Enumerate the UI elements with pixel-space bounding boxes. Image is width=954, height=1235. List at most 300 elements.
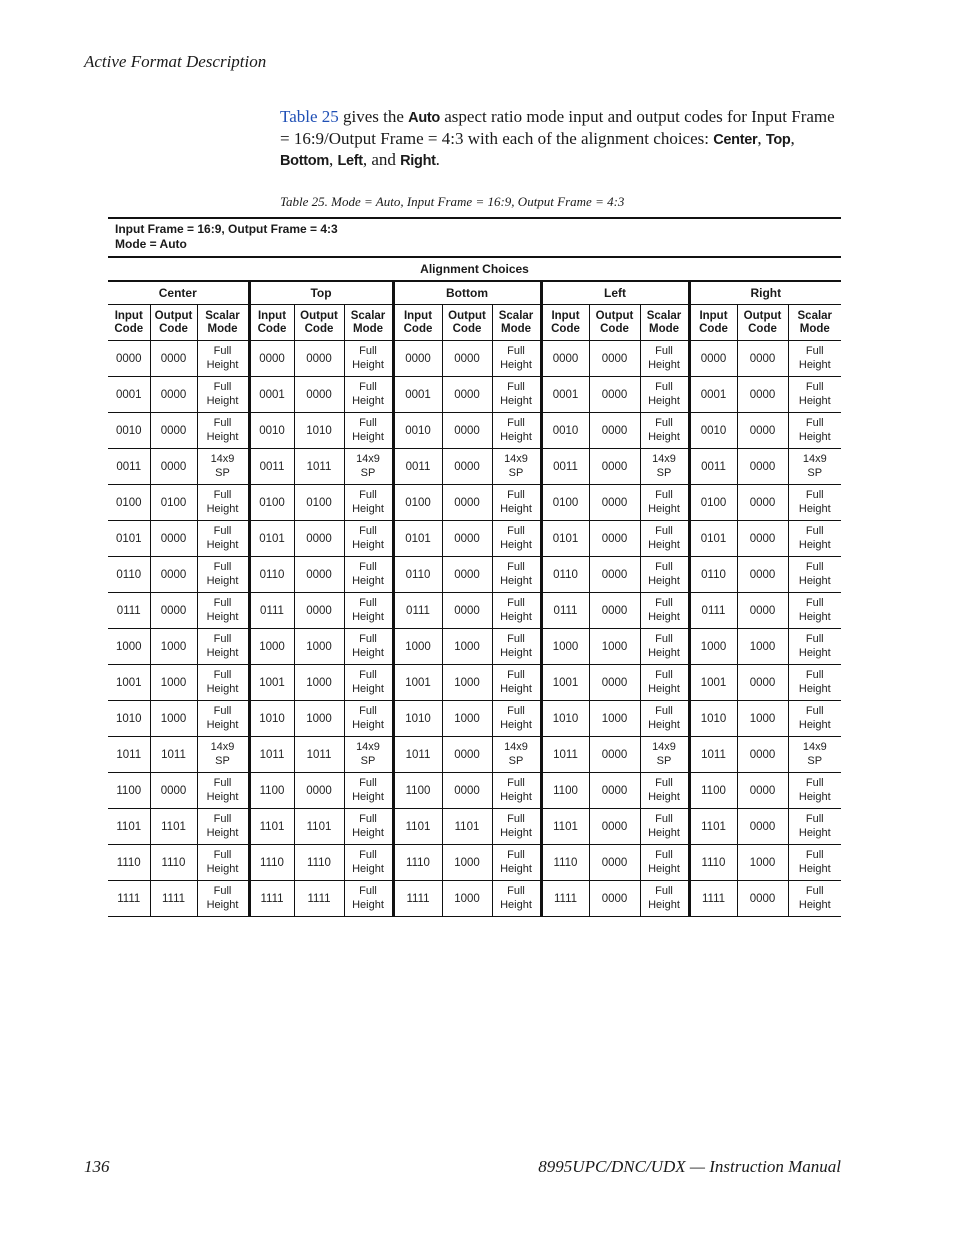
input-code-cell: 0010: [249, 413, 294, 449]
scalar-mode-text: Height: [648, 574, 680, 587]
input-code-cell: 0001: [689, 377, 737, 413]
scalar-mode-text: 14x9: [504, 741, 528, 753]
input-code-cell: 1111: [689, 881, 737, 917]
output-code-cell: 0000: [150, 341, 197, 377]
input-code-cell: 0100: [108, 485, 150, 521]
scalar-mode-text: Height: [648, 646, 680, 659]
group-header-row: [108, 281, 841, 305]
input-code-cell: 1100: [541, 773, 589, 809]
scalar-mode-text: Height: [206, 826, 239, 839]
group-header-bottom: Bottom: [393, 281, 541, 305]
scalar-mode-text: Height: [206, 538, 239, 551]
input-code-cell: 0101: [541, 521, 589, 557]
scalar-mode-cell: [492, 557, 541, 593]
scalar-mode-text: Full: [805, 525, 824, 537]
input-code-cell: 0101: [108, 521, 150, 557]
output-code-cell: 0000: [737, 593, 788, 629]
output-code-cell: 0000: [294, 341, 344, 377]
scalar-mode-text: Full: [805, 381, 824, 393]
input-code-cell: 0100: [393, 485, 442, 521]
table-row: [108, 485, 841, 521]
output-code-cell: 1101: [442, 809, 492, 845]
output-code-cell: 0000: [150, 521, 197, 557]
scalar-mode-cell: [344, 629, 393, 665]
input-code-cell: 0111: [541, 593, 589, 629]
scalar-mode-cell: [197, 845, 249, 881]
output-code-cell: 0000: [589, 881, 640, 917]
output-code-cell: 0000: [294, 377, 344, 413]
output-code-cell: 0000: [589, 557, 640, 593]
column-header-text: Mode: [207, 322, 238, 335]
column-header-text: Output: [743, 309, 782, 322]
scalar-mode-cell: [788, 701, 841, 737]
scalar-mode-text: Height: [352, 646, 384, 659]
scalar-mode-text: Full: [507, 813, 525, 825]
scalar-mode-cell: [197, 449, 249, 485]
input-code-cell: 1110: [108, 845, 150, 881]
scalar-mode-text: Height: [500, 574, 532, 587]
column-header-text: Mode: [648, 322, 680, 335]
table-row: [108, 377, 841, 413]
output-code-cell: 0000: [737, 485, 788, 521]
scalar-mode-text: Height: [352, 862, 384, 875]
output-code-cell: 1011: [294, 737, 344, 773]
scalar-mode-text: Full: [655, 669, 673, 681]
column-header: [249, 305, 294, 341]
column-header: [689, 305, 737, 341]
column-header-text: Code: [452, 322, 482, 335]
output-code-cell: 0100: [294, 485, 344, 521]
intro-text: .: [435, 150, 440, 169]
input-code-cell: 1100: [393, 773, 442, 809]
scalar-mode-text: SP: [508, 754, 524, 767]
scalar-mode-text: Height: [352, 790, 384, 803]
output-code-cell: 0000: [442, 521, 492, 557]
scalar-mode-text: Height: [500, 430, 532, 443]
output-code-cell: 1000: [442, 665, 492, 701]
running-header: Active Format Description: [84, 52, 267, 71]
input-code-cell: 0010: [108, 413, 150, 449]
scalar-mode-text: Height: [206, 430, 239, 443]
page-number: 136: [84, 1157, 110, 1176]
scalar-mode-cell: [197, 809, 249, 845]
scalar-mode-cell: [492, 593, 541, 629]
scalar-mode-text: Full: [359, 597, 377, 609]
scalar-mode-text: Full: [805, 633, 824, 645]
scalar-mode-text: Full: [507, 525, 525, 537]
column-header-row: [108, 305, 841, 341]
scalar-mode-cell: [344, 485, 393, 521]
output-code-cell: 0000: [442, 773, 492, 809]
scalar-mode-cell: [197, 593, 249, 629]
scalar-mode-text: SP: [807, 754, 823, 767]
scalar-mode-text: Height: [500, 610, 532, 623]
input-code-cell: 1010: [689, 701, 737, 737]
input-code-cell: 1110: [689, 845, 737, 881]
scalar-mode-text: Height: [798, 718, 831, 731]
input-code-cell: 0111: [249, 593, 294, 629]
scalar-mode-text: Height: [500, 682, 532, 695]
scalar-mode-cell: [344, 737, 393, 773]
input-code-cell: 1110: [393, 845, 442, 881]
intro-text: ,: [757, 128, 766, 148]
output-code-cell: 0000: [150, 773, 197, 809]
scalar-mode-text: Full: [507, 381, 525, 393]
scalar-mode-cell: [640, 413, 689, 449]
scalar-mode-text: SP: [215, 754, 230, 767]
scalar-mode-text: Full: [805, 597, 824, 609]
scalar-mode-text: Height: [206, 574, 239, 587]
output-code-cell: 1000: [737, 845, 788, 881]
output-code-cell: 0000: [150, 557, 197, 593]
input-code-cell: 1000: [249, 629, 294, 665]
column-header-text: Code: [257, 322, 287, 335]
scalar-mode-text: Full: [213, 669, 232, 681]
scalar-mode-text: Full: [655, 777, 673, 789]
input-code-cell: 0001: [249, 377, 294, 413]
scalar-mode-cell: [788, 377, 841, 413]
column-header: [150, 305, 197, 341]
input-code-cell: 0110: [249, 557, 294, 593]
scalar-mode-cell: [788, 881, 841, 917]
column-header: [737, 305, 788, 341]
scalar-mode-cell: [788, 665, 841, 701]
info-line-mode: Mode = Auto: [115, 237, 187, 251]
input-code-cell: 1010: [249, 701, 294, 737]
output-code-cell: 1110: [150, 845, 197, 881]
input-code-cell: 0000: [393, 341, 442, 377]
column-header-text: Input: [551, 309, 580, 322]
scalar-mode-text: Full: [213, 489, 232, 501]
column-header-text: Code: [748, 322, 777, 335]
input-code-cell: 0100: [541, 485, 589, 521]
scalar-mode-text: Full: [213, 345, 232, 357]
output-code-cell: 0000: [737, 881, 788, 917]
column-header-text: Output: [595, 309, 634, 322]
intro-text: , and: [362, 150, 401, 169]
column-header-text: Code: [403, 322, 433, 335]
scalar-mode-cell: [344, 593, 393, 629]
scalar-mode-cell: [197, 665, 249, 701]
output-code-cell: 0000: [294, 521, 344, 557]
scalar-mode-cell: [492, 665, 541, 701]
scalar-mode-cell: [197, 485, 249, 521]
scalar-mode-text: Full: [213, 633, 232, 645]
output-code-cell: 1101: [294, 809, 344, 845]
scalar-mode-text: Height: [352, 538, 384, 551]
scalar-mode-text: Full: [655, 417, 673, 429]
input-code-cell: 0110: [689, 557, 737, 593]
output-code-cell: 1000: [294, 665, 344, 701]
output-code-cell: 0000: [442, 557, 492, 593]
input-code-cell: 0111: [393, 593, 442, 629]
input-code-cell: 1101: [393, 809, 442, 845]
input-code-cell: 1011: [689, 737, 737, 773]
scalar-mode-cell: [640, 701, 689, 737]
scalar-mode-cell: [492, 341, 541, 377]
input-code-cell: 1001: [541, 665, 589, 701]
scalar-mode-cell: [344, 557, 393, 593]
scalar-mode-text: Full: [655, 885, 673, 897]
scalar-mode-cell: [492, 737, 541, 773]
scalar-mode-text: Height: [352, 358, 384, 371]
scalar-mode-text: Height: [798, 790, 831, 803]
scalar-mode-cell: [640, 737, 689, 773]
scalar-mode-text: Height: [206, 898, 239, 911]
input-code-cell: 0101: [393, 521, 442, 557]
output-code-cell: 0000: [737, 665, 788, 701]
input-code-cell: 0011: [108, 449, 150, 485]
scalar-mode-text: 14x9: [652, 453, 676, 465]
scalar-mode-cell: [197, 629, 249, 665]
scalar-mode-cell: [344, 809, 393, 845]
column-header-text: Mode: [799, 322, 830, 335]
group-header-left: Left: [541, 281, 689, 305]
input-code-cell: 0101: [249, 521, 294, 557]
column-header-text: Input: [257, 309, 287, 322]
scalar-mode-cell: [640, 449, 689, 485]
input-code-cell: 1001: [393, 665, 442, 701]
scalar-mode-text: Full: [359, 561, 377, 573]
scalar-mode-text: 14x9: [652, 741, 676, 753]
output-code-cell: 0000: [589, 485, 640, 521]
input-code-cell: 1101: [249, 809, 294, 845]
input-code-cell: 1111: [108, 881, 150, 917]
scalar-mode-text: Full: [213, 849, 232, 861]
input-code-cell: 1000: [393, 629, 442, 665]
column-header: [541, 305, 589, 341]
scalar-mode-text: Full: [507, 561, 525, 573]
keyword-top: Top: [765, 131, 791, 148]
input-code-cell: 1100: [689, 773, 737, 809]
scalar-mode-text: Full: [507, 345, 525, 357]
output-code-cell: 1000: [294, 629, 344, 665]
scalar-mode-cell: [788, 809, 841, 845]
output-code-cell: 1000: [442, 881, 492, 917]
column-header: [492, 305, 541, 341]
scalar-mode-cell: [492, 629, 541, 665]
output-code-cell: 1000: [442, 701, 492, 737]
scalar-mode-text: Height: [798, 862, 831, 875]
info-line-frames: Input Frame = 16:9, Output Frame = 4:3: [115, 222, 338, 236]
output-code-cell: 0000: [294, 593, 344, 629]
scalar-mode-text: Full: [359, 417, 377, 429]
keyword-left: Left: [337, 153, 363, 169]
scalar-mode-text: 14x9: [356, 741, 380, 753]
scalar-mode-text: Full: [507, 417, 525, 429]
scalar-mode-cell: [492, 413, 541, 449]
scalar-mode-text: Height: [206, 682, 239, 695]
input-code-cell: 1101: [541, 809, 589, 845]
input-code-cell: 0111: [689, 593, 737, 629]
input-code-cell: 0011: [249, 449, 294, 485]
output-code-cell: 0000: [737, 413, 788, 449]
scalar-mode-cell: [788, 449, 841, 485]
scalar-mode-cell: [788, 773, 841, 809]
input-code-cell: 1010: [108, 701, 150, 737]
input-code-cell: 0110: [541, 557, 589, 593]
scalar-mode-cell: [788, 629, 841, 665]
scalar-mode-text: Height: [500, 538, 532, 551]
intro-text: ,: [328, 150, 338, 169]
scalar-mode-text: Height: [648, 394, 680, 407]
output-code-cell: 0000: [442, 341, 492, 377]
scalar-mode-text: 14x9: [210, 453, 235, 465]
scalar-mode-text: Full: [805, 705, 824, 717]
scalar-mode-text: Full: [805, 849, 824, 861]
scalar-mode-text: Full: [359, 669, 377, 681]
table-row: [108, 881, 841, 917]
input-code-cell: 1111: [249, 881, 294, 917]
scalar-mode-text: Height: [500, 790, 532, 803]
output-code-cell: 1000: [737, 701, 788, 737]
table-row: [108, 341, 841, 377]
table-row: [108, 557, 841, 593]
output-code-cell: 0000: [737, 737, 788, 773]
intro-text: ,: [790, 128, 795, 148]
scalar-mode-cell: [344, 881, 393, 917]
scalar-mode-cell: [197, 377, 249, 413]
input-code-cell: 1111: [393, 881, 442, 917]
scalar-mode-cell: [788, 845, 841, 881]
scalar-mode-text: Height: [206, 862, 239, 875]
input-code-cell: 0111: [108, 593, 150, 629]
scalar-mode-text: Full: [213, 525, 232, 537]
scalar-mode-text: Height: [648, 502, 680, 515]
column-header: [108, 305, 150, 341]
scalar-mode-text: Height: [648, 826, 680, 839]
group-header-top: Top: [249, 281, 393, 305]
scalar-mode-cell: [640, 809, 689, 845]
scalar-mode-cell: [640, 773, 689, 809]
input-code-cell: 1000: [108, 629, 150, 665]
scalar-mode-cell: [344, 845, 393, 881]
input-code-cell: 0011: [393, 449, 442, 485]
scalar-mode-text: Full: [655, 561, 673, 573]
scalar-mode-text: Height: [798, 610, 831, 623]
scalar-mode-cell: [344, 521, 393, 557]
scalar-mode-text: 14x9: [504, 453, 528, 465]
scalar-mode-text: Full: [507, 777, 525, 789]
scalar-mode-text: 14x9: [802, 453, 827, 465]
output-code-cell: 0000: [589, 341, 640, 377]
scalar-mode-text: Height: [648, 790, 680, 803]
scalar-mode-cell: [492, 881, 541, 917]
scalar-mode-text: Full: [359, 777, 377, 789]
scalar-mode-text: Full: [359, 885, 377, 897]
input-code-cell: 1110: [249, 845, 294, 881]
input-code-cell: 1110: [541, 845, 589, 881]
scalar-mode-text: Full: [507, 885, 525, 897]
scalar-mode-cell: [492, 809, 541, 845]
scalar-mode-cell: [788, 521, 841, 557]
scalar-mode-text: Full: [805, 885, 824, 897]
alignment-title: Alignment Choices: [108, 257, 841, 281]
scalar-mode-text: Height: [352, 718, 384, 731]
table-row: [108, 521, 841, 557]
group-header-right: Right: [689, 281, 841, 305]
table-row: [108, 449, 841, 485]
scalar-mode-text: Full: [359, 381, 377, 393]
scalar-mode-text: Full: [359, 489, 377, 501]
input-code-cell: 1011: [541, 737, 589, 773]
scalar-mode-text: SP: [508, 466, 524, 479]
output-code-cell: 1111: [150, 881, 197, 917]
scalar-mode-text: SP: [656, 466, 672, 479]
table-row: [108, 773, 841, 809]
column-header-text: Code: [159, 322, 188, 335]
output-code-cell: 0000: [737, 809, 788, 845]
scalar-mode-text: Height: [798, 394, 831, 407]
column-header-text: Scalar: [797, 309, 833, 322]
scalar-mode-text: Height: [798, 358, 831, 371]
table-25-link[interactable]: Table 25: [280, 107, 339, 126]
scalar-mode-text: Full: [213, 885, 232, 897]
output-code-cell: 0000: [442, 377, 492, 413]
column-header: [294, 305, 344, 341]
scalar-mode-text: Full: [655, 525, 673, 537]
scalar-mode-text: SP: [215, 466, 230, 479]
table-info-cell: [108, 218, 841, 257]
output-code-cell: 1000: [150, 701, 197, 737]
input-code-cell: 0110: [393, 557, 442, 593]
input-code-cell: 1101: [689, 809, 737, 845]
output-code-cell: 0000: [589, 809, 640, 845]
scalar-mode-cell: [344, 665, 393, 701]
scalar-mode-cell: [640, 845, 689, 881]
input-code-cell: 0110: [108, 557, 150, 593]
output-code-cell: 1000: [150, 665, 197, 701]
scalar-mode-text: Full: [213, 813, 232, 825]
scalar-mode-text: Height: [500, 898, 532, 911]
output-code-cell: 1000: [442, 629, 492, 665]
output-code-cell: 0000: [589, 845, 640, 881]
scalar-mode-text: Height: [206, 646, 239, 659]
scalar-mode-text: Height: [500, 502, 532, 515]
column-header: [640, 305, 689, 341]
column-header-text: Output: [448, 309, 486, 322]
column-header-text: Mode: [352, 322, 384, 335]
scalar-mode-text: Height: [648, 682, 680, 695]
scalar-mode-cell: [197, 701, 249, 737]
keyword-center: Center: [713, 131, 758, 148]
scalar-mode-cell: [492, 845, 541, 881]
scalar-mode-text: 14x9: [802, 741, 827, 753]
input-code-cell: 1000: [541, 629, 589, 665]
column-header: [442, 305, 492, 341]
scalar-mode-cell: [197, 521, 249, 557]
keyword-auto: Auto: [408, 110, 440, 126]
scalar-mode-cell: [492, 449, 541, 485]
scalar-mode-text: Full: [655, 849, 673, 861]
scalar-mode-text: Height: [352, 502, 384, 515]
input-code-cell: 1111: [541, 881, 589, 917]
scalar-mode-text: Full: [213, 561, 232, 573]
input-code-cell: 1001: [108, 665, 150, 701]
scalar-mode-text: Full: [805, 489, 824, 501]
scalar-mode-cell: [344, 377, 393, 413]
scalar-mode-cell: [788, 485, 841, 521]
output-code-cell: 0000: [589, 377, 640, 413]
input-code-cell: 0001: [541, 377, 589, 413]
scalar-mode-text: Height: [798, 898, 831, 911]
scalar-mode-cell: [640, 881, 689, 917]
input-code-cell: 0000: [541, 341, 589, 377]
scalar-mode-text: Height: [500, 718, 532, 731]
output-code-cell: 0000: [737, 557, 788, 593]
scalar-mode-cell: [344, 701, 393, 737]
scalar-mode-text: Height: [648, 898, 680, 911]
